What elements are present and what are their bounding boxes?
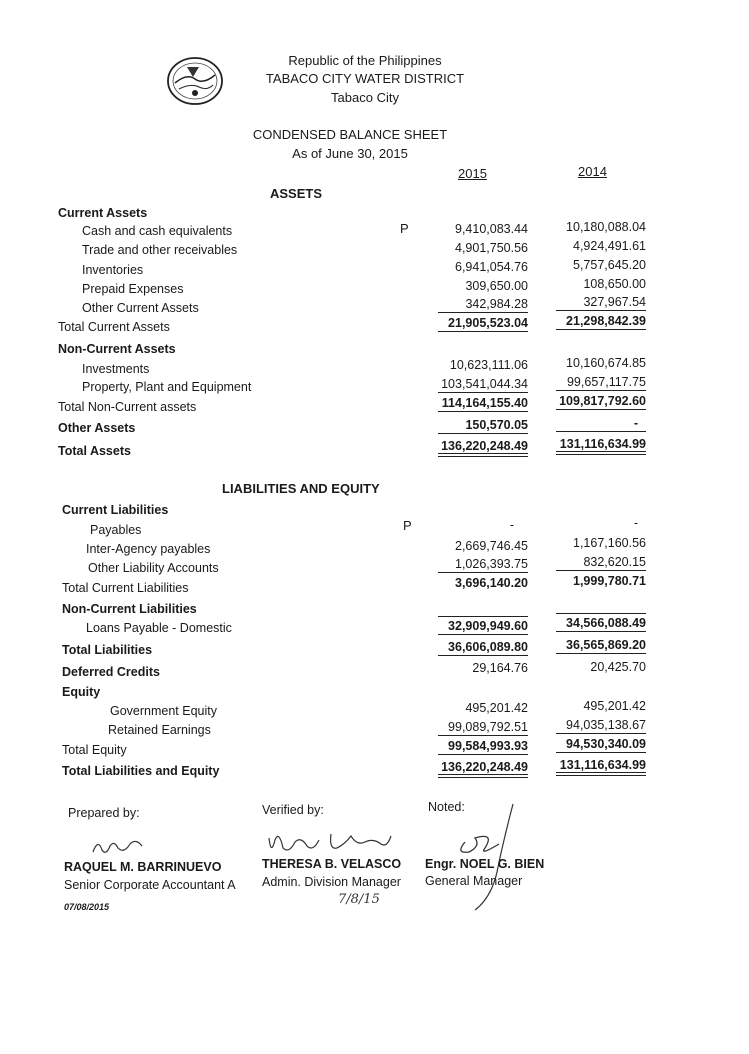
row-label-retained-earnings: Retained Earnings bbox=[108, 723, 211, 737]
row-2015-other-current: 342,984.28 bbox=[398, 297, 528, 311]
total-assets-label: Total Assets bbox=[58, 444, 131, 458]
other-assets-2015: 150,570.05 bbox=[398, 418, 528, 432]
prepared-by-caption: Prepared by: bbox=[68, 806, 140, 820]
document-title: CONDENSED BALANCE SHEET bbox=[252, 127, 448, 142]
row-label-other-current: Other Current Assets bbox=[82, 301, 199, 315]
agency-name: TABACO CITY WATER DISTRICT bbox=[265, 71, 465, 86]
total-equity-2015: 99,584,993.93 bbox=[398, 739, 528, 753]
total-current-liabilities-2015: 3,696,140.20 bbox=[455, 576, 528, 590]
row-label-receivables: Trade and other receivables bbox=[82, 243, 238, 257]
signature-barrinuevo bbox=[90, 834, 150, 863]
current-assets-heading: Current Assets bbox=[58, 206, 148, 220]
row-2014-inventories: 5,757,645.20 bbox=[573, 258, 646, 272]
equity-heading: Equity bbox=[62, 685, 101, 699]
row-2015-payables: - bbox=[509, 518, 514, 532]
row-2014-other-liability: 832,620.15 bbox=[516, 555, 646, 569]
row-2014-receivables: 4,924,491.61 bbox=[573, 239, 646, 253]
row-2014-ppe: 99,657,117.75 bbox=[516, 375, 646, 389]
row-2015-retained-earnings: 99,089,792.51 bbox=[398, 720, 528, 734]
row-2015-government-equity: 495,201.42 bbox=[465, 701, 528, 715]
total-noncurrent-assets-label: Total Non-Current assets bbox=[58, 400, 197, 414]
row-label-cash: Cash and cash equivalents bbox=[82, 224, 233, 238]
column-2014: 2014 bbox=[578, 164, 607, 179]
document-date: As of June 30, 2015 bbox=[292, 146, 408, 161]
row-2014-investments: 10,160,674.85 bbox=[566, 356, 646, 370]
assets-heading: ASSETS bbox=[270, 186, 323, 201]
total-liabilities-label: Total Liabilities bbox=[62, 643, 153, 657]
row-2015-inventories: 6,941,054.76 bbox=[455, 260, 528, 274]
row-label-payables: Payables bbox=[90, 523, 142, 537]
row-2015-inter-agency: 2,669,746.45 bbox=[455, 539, 528, 553]
row-label-government-equity: Government Equity bbox=[110, 704, 217, 718]
deferred-credits-label: Deferred Credits bbox=[62, 665, 160, 679]
total-equity-label: Total Equity bbox=[62, 743, 127, 757]
row-2014-loans: 34,566,088.49 bbox=[516, 616, 646, 630]
total-liabilities-2014: 36,565,869.20 bbox=[516, 638, 646, 652]
current-liabilities-heading: Current Liabilities bbox=[62, 503, 169, 517]
deferred-credits-2014: 20,425.70 bbox=[590, 660, 646, 674]
total-assets-2014: 131,116,634.99 bbox=[516, 437, 646, 451]
row-2015-receivables: 4,901,750.56 bbox=[455, 241, 528, 255]
verified-date: 7/8/15 bbox=[338, 892, 380, 907]
noted-position: General Manager bbox=[425, 874, 523, 888]
noncurrent-liabilities-heading: Non-Current Liabilities bbox=[62, 602, 197, 616]
total-current-assets-2014: 21,298,842.39 bbox=[516, 314, 646, 328]
row-2015-cash: 9,410,083.44 bbox=[455, 222, 528, 236]
verified-position: Admin. Division Manager bbox=[262, 875, 401, 889]
prepared-date: 07/08/2015 bbox=[64, 902, 110, 912]
row-2014-inter-agency: 1,167,160.56 bbox=[573, 536, 646, 550]
republic-line: Republic of the Philippines bbox=[288, 53, 442, 68]
city-line: Tabaco City bbox=[331, 90, 399, 105]
total-current-assets-label: Total Current Assets bbox=[58, 320, 170, 334]
row-2015-other-liability: 1,026,393.75 bbox=[398, 557, 528, 571]
row-2015-ppe: 103,541,044.34 bbox=[398, 377, 528, 391]
total-liabilities-equity-2014: 131,116,634.99 bbox=[516, 758, 646, 772]
row-2015-loans: 32,909,949.60 bbox=[398, 619, 528, 633]
total-liabilities-equity-2015: 136,220,248.49 bbox=[398, 760, 528, 774]
total-liabilities-equity-label: Total Liabilities and Equity bbox=[62, 764, 220, 778]
noncurrent-assets-heading: Non-Current Assets bbox=[58, 342, 176, 356]
row-2015-prepaid: 309,650.00 bbox=[465, 279, 528, 293]
total-current-assets-2015: 21,905,523.04 bbox=[398, 316, 528, 330]
prepared-name: RAQUEL M. BARRINUEVO bbox=[64, 860, 222, 874]
row-label-investments: Investments bbox=[82, 362, 150, 376]
total-current-liabilities-label: Total Current Liabilities bbox=[62, 581, 189, 595]
total-noncurrent-assets-2015: 114,164,155.40 bbox=[398, 396, 528, 410]
total-equity-2014: 94,530,340.09 bbox=[516, 737, 646, 751]
other-assets-2014: - bbox=[516, 416, 646, 430]
row-2014-other-current: 327,967.54 bbox=[516, 295, 646, 309]
peso-sign-liabilities: P bbox=[403, 518, 412, 533]
row-2014-retained-earnings: 94,035,138.67 bbox=[516, 718, 646, 732]
row-label-inventories: Inventories bbox=[82, 263, 144, 277]
liabilities-heading: LIABILITIES AND EQUITY bbox=[222, 481, 380, 496]
row-2014-payables: - bbox=[633, 516, 638, 530]
total-assets-2015: 136,220,248.49 bbox=[398, 439, 528, 453]
noted-caption: Noted: bbox=[428, 800, 465, 814]
verified-name: THERESA B. VELASCO bbox=[262, 857, 402, 871]
row-label-ppe: Property, Plant and Equipment bbox=[82, 380, 252, 394]
row-label-prepaid: Prepaid Expenses bbox=[82, 282, 184, 296]
noted-name: Engr. NOEL G. BIEN bbox=[425, 857, 545, 871]
row-label-inter-agency: Inter-Agency payables bbox=[86, 542, 211, 556]
other-assets-label: Other Assets bbox=[58, 421, 136, 435]
peso-sign-assets: P bbox=[400, 221, 409, 236]
row-2014-prepaid: 108,650.00 bbox=[583, 277, 646, 291]
row-2014-cash: 10,180,088.04 bbox=[566, 220, 646, 234]
column-2015: 2015 bbox=[458, 166, 487, 181]
verified-by-caption: Verified by: bbox=[262, 803, 324, 817]
total-noncurrent-assets-2014: 109,817,792.60 bbox=[516, 394, 646, 408]
row-label-other-liability: Other Liability Accounts bbox=[88, 561, 219, 575]
row-2015-investments: 10,623,111.06 bbox=[449, 358, 528, 372]
total-liabilities-2015: 36,606,089.80 bbox=[398, 640, 528, 654]
row-label-loans: Loans Payable - Domestic bbox=[86, 621, 232, 635]
total-current-liabilities-2014: 1,999,780.71 bbox=[573, 574, 646, 588]
row-2014-government-equity: 495,201.42 bbox=[583, 699, 646, 713]
deferred-credits-2015: 29,164.76 bbox=[472, 661, 528, 675]
prepared-position: Senior Corporate Accountant A bbox=[64, 878, 236, 892]
